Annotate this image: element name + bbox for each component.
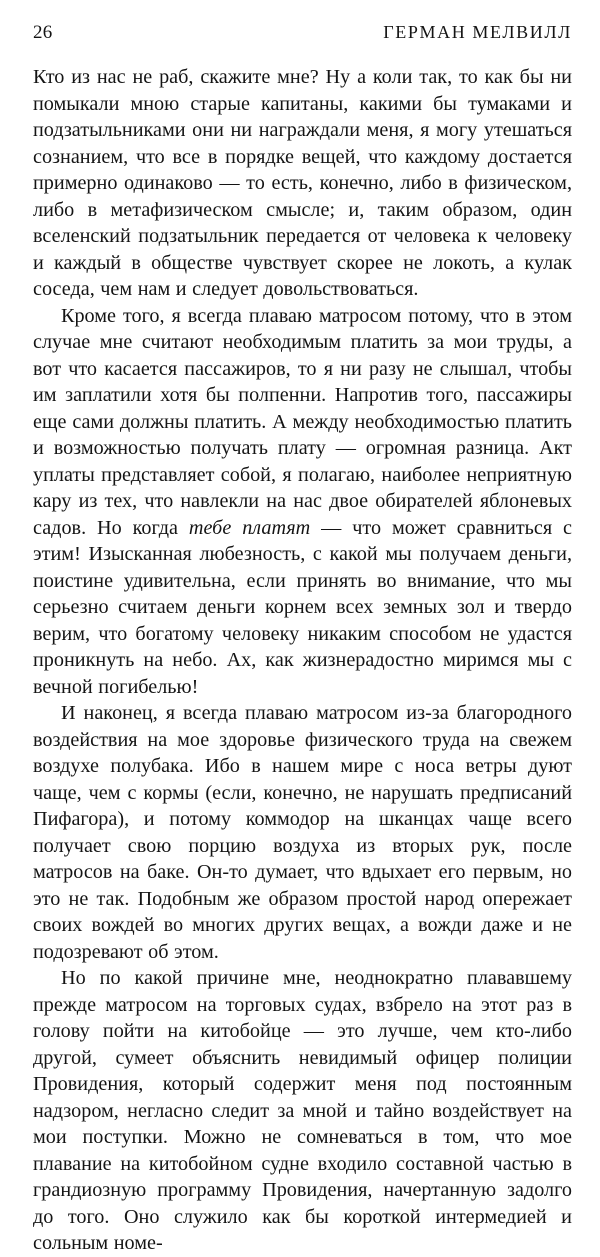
page-number: 26 [33,22,53,43]
paragraph-payment [33,303,572,701]
running-head: ГЕРМАН МЕЛВИЛЛ [383,22,572,42]
paragraph-fresh-air: И наконец, я всегда плаваю матросом из-за благородного воздействия на мое здоровье физического труда на свежем воздухе полубака. Ибо в нашем мире с носа ветры дуют чаще, чем с кормы (если, конечно, не нарушать предписаний Пифагора), и потому коммодор на шканцах чаще всего получает свою порцию воздуха из вторых рук, после матросов на баке. Он-то думает, что вдыхает его первым, но это не так. Подобным же образом простой народ опережает своих вождей во многих других вещах, а вожди даже и не подозревают об этом. [33,702,572,963]
paragraph-payment-emphasis: тебе платят [188,516,311,539]
paragraph-payment-after: — что может сравниться с этим! Изысканная любезность, с какой мы получаем деньги, поистине удивительна, если принять во внимание, что мы серьезно считаем деньги корнем всех земных зол и твердо верим, что богатому человеку никаким способом не удастся проникнуть на небо. Ах, как жизнерадостно миримся мы с вечной погибелью! [33,516,572,698]
paragraph-providence: Но по какой причине мне, неоднократно плававшему прежде матросом на торговых судах, взбрело на этот раз в голову пойти на китобойце — это лучше, чем кто-либо другой, сумеет объяснить невидимый офицер полиции Провидения, который содержит меня под постоянным надзором, негласно следит за мной и тайно воздействует на мои поступки. Можно не сомневаться в том, что мое плавание на китобойном судне входило составной частью в грандиозную программу Провидения, начертанную задолго до того. Оно служило как бы короткой интермедией и сольным номе- [33,967,572,1254]
page-body [33,64,572,1257]
paragraph-payment-before: Кроме того, я всегда плаваю матросом потому, что в этом случае мне считают необходимым платить за мои труды, а вот что касается пассажиров, то я ни разу не слышал, чтобы им заплатили хотя бы полпенни. Напротив того, пассажиры еще сами должны платить. А между необходимостью платить и возможностью получать плату — огромная разница. Акт уплаты представляет собой, я полагаю, наиболее неприятную кару из тех, что навлекли на нас двое обирателей яблоневых садов. Но когда [33,304,572,539]
page-header [33,22,572,52]
paragraph-slaves: Кто из нас не раб, скажите мне? Ну а коли так, то как бы ни помыкали мною старые капитаны, какими бы тумаками и подзатыльниками они ни награждали меня, я могу утешаться сознанием, что все в порядке вещей, что каждому достается примерно одинаково — то есть, конечно, либо в физическом, либо в метафизическом смысле; и, таким образом, один вселенский подзатыльник передается от человека к человеку и каждый в обществе чувствует скорее не локоть, а кулак соседа, чем нам и следует довольствоваться. [33,66,572,300]
